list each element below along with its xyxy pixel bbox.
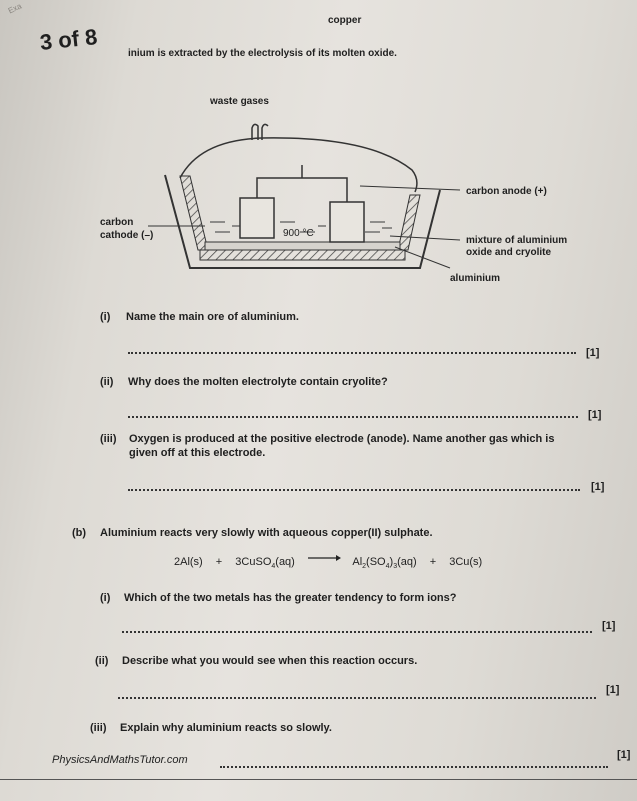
eq-aluminium: 2Al(s) (174, 556, 203, 568)
question-b-iii-text: Explain why aluminium reacts so slowly. (120, 722, 332, 734)
label-waste-gases: waste gases (210, 96, 269, 107)
answer-line-b-ii[interactable] (118, 697, 596, 699)
mark-b-i: [1] (602, 620, 616, 632)
mark-a-i: [1] (586, 347, 600, 359)
label-temperature: 900 °C (283, 228, 314, 239)
label-mixture-line2: oxide and cryolite (466, 247, 552, 258)
cell-cover (180, 138, 417, 192)
eq-aluminium-sulphate: $Al_2(SO_4)_3(aq)$ (352, 556, 417, 571)
question-a-ii-number: (ii) (100, 376, 114, 388)
label-carbon-anode: carbon anode (+) (466, 186, 547, 197)
footer-rule (0, 779, 637, 780)
question-b-iii-number: (iii) (90, 722, 107, 734)
answer-line-b-i[interactable] (122, 631, 592, 633)
question-b-ii-number: (ii) (95, 655, 109, 667)
question-b-i-number: (i) (100, 592, 111, 604)
mark-a-iii: [1] (591, 481, 605, 493)
question-b-i-text: Which of the two metals has the greater tendency to form ions? (124, 592, 457, 604)
mark-a-ii: [1] (588, 409, 602, 421)
question-a-i-number: (i) (100, 311, 111, 323)
question-a-iii-number: (iii) (100, 433, 117, 445)
header-word: copper (328, 15, 362, 26)
anode-block-left (240, 198, 274, 238)
answer-line-a-iii[interactable] (128, 489, 580, 491)
eq-copper-sulphate: 3CuSO$_4$(aq) (235, 556, 295, 571)
question-b-text: Aluminium reacts very slowly with aqueous copper(II) sulphate. (100, 527, 433, 539)
eq-plus-1: + (215, 556, 223, 568)
question-a-i-text: Name the main ore of aluminium. (126, 311, 299, 323)
leader-anode (360, 186, 460, 190)
eq-copper: 3Cu(s) (449, 556, 483, 568)
answer-line-a-i[interactable] (128, 352, 576, 354)
carbon-cathode-base (200, 250, 405, 260)
label-carbon-cathode-line1: carbon (100, 217, 134, 228)
aluminium-layer (205, 242, 400, 250)
carbon-lining-right (398, 195, 420, 250)
page-counter: 3 of 8 (38, 24, 99, 55)
eq-arrow (306, 553, 342, 565)
mark-b-iii: [1] (617, 749, 631, 761)
question-a-iii-text-2: given off at this electrode. (129, 447, 266, 459)
anode-block-right (330, 202, 364, 242)
answer-line-b-iii[interactable] (220, 766, 608, 768)
question-a-ii-text: Why does the molten electrolyte contain cryolite? (128, 376, 388, 388)
intro-text: inium is extracted by the electrolysis of its molten oxide. (128, 48, 397, 59)
eq-plus-2: + (429, 556, 437, 568)
answer-line-a-ii[interactable] (128, 416, 578, 418)
question-b-ii-text: Describe what you would see when this reaction occurs. (122, 655, 418, 667)
chemical-equation (174, 556, 482, 570)
label-mixture-line1: mixture of aluminium (466, 235, 568, 246)
mark-b-ii: [1] (606, 684, 620, 696)
label-aluminium: aluminium (450, 273, 501, 284)
footer-watermark: PhysicsAndMathsTutor.com (52, 754, 188, 766)
carbon-lining-left (180, 176, 208, 250)
question-a-iii-text-1: Oxygen is produced at the positive electrode (anode). Name another gas which is (129, 433, 555, 445)
label-carbon-cathode-line2: cathode (–) (100, 230, 154, 241)
corner-scribble: Exa (6, 1, 24, 16)
question-b-number: (b) (72, 527, 87, 539)
